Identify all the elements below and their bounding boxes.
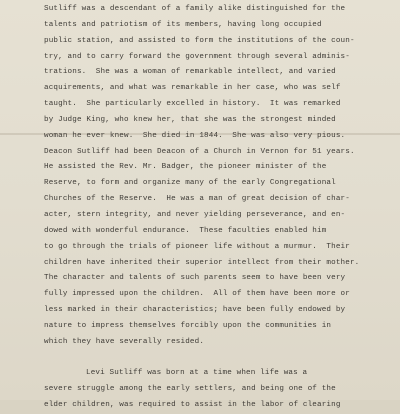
text-line: Deacon Sutliff had been Deacon of a Church in Vernon for 51 years.	[44, 147, 355, 156]
text-line: nature to impress themselves forcibly upon the communities in	[44, 321, 332, 330]
paragraph-gap	[44, 351, 394, 367]
text-line: taught. She particularly excelled in history. It was remarked	[44, 100, 341, 109]
text-line: by Judge King, who knew her, that she was the strongest minded	[44, 115, 336, 124]
text-line: less marked in their characteristics; have been fully endowed by	[44, 306, 346, 315]
text-line: acquirements, and what was remarkable in her case, who was self	[44, 84, 341, 93]
text-line: fully impressed upon the children. All of them have been more or	[44, 290, 350, 299]
text-line: Sutliff was a descendant of a family alike distinguished for the	[44, 5, 346, 13]
text-line: severe struggle among the early settlers, and being one of the	[44, 385, 336, 394]
text-line: woman he ever knew. She died in 1844. She was also very pious.	[44, 131, 346, 140]
text-line: trations. She was a woman of remarkable intellect, and varied	[44, 68, 336, 77]
text-line: He assisted the Rev. Mr. Badger, the pioneer minister of the	[44, 163, 327, 172]
text-line: which they have severally resided.	[44, 337, 205, 346]
text-line: The character and talents of such parents seem to have been very	[44, 274, 346, 283]
text-line: try, and to carry forward the government through several adminis-	[44, 52, 350, 61]
text-line: elder children, was required to assist in the labor of clearing	[44, 401, 341, 410]
text-line: public station, and assisted to form the institutions of the coun-	[44, 36, 355, 45]
text-line: dowed with wonderful endurance. These faculties enabled him	[44, 226, 327, 235]
document-text	[44, 2, 394, 414]
text-line: talents and patriotism of its members, having long occupied	[44, 20, 322, 29]
text-line: acter, stern integrity, and never yielding perseverance, and en-	[44, 210, 346, 219]
text-line: children have inherited their superior intellect from their mother.	[44, 258, 360, 267]
text-line: Churches of the Reserve. He was a man of great decision of char-	[44, 195, 350, 204]
text-line: Reserve, to form and organize many of the early Congregational	[44, 179, 336, 188]
text-line: to go through the trials of pioneer life without a murmur. Their	[44, 242, 350, 251]
text-line: Levi Sutliff was born at a time when life was a	[86, 369, 308, 378]
